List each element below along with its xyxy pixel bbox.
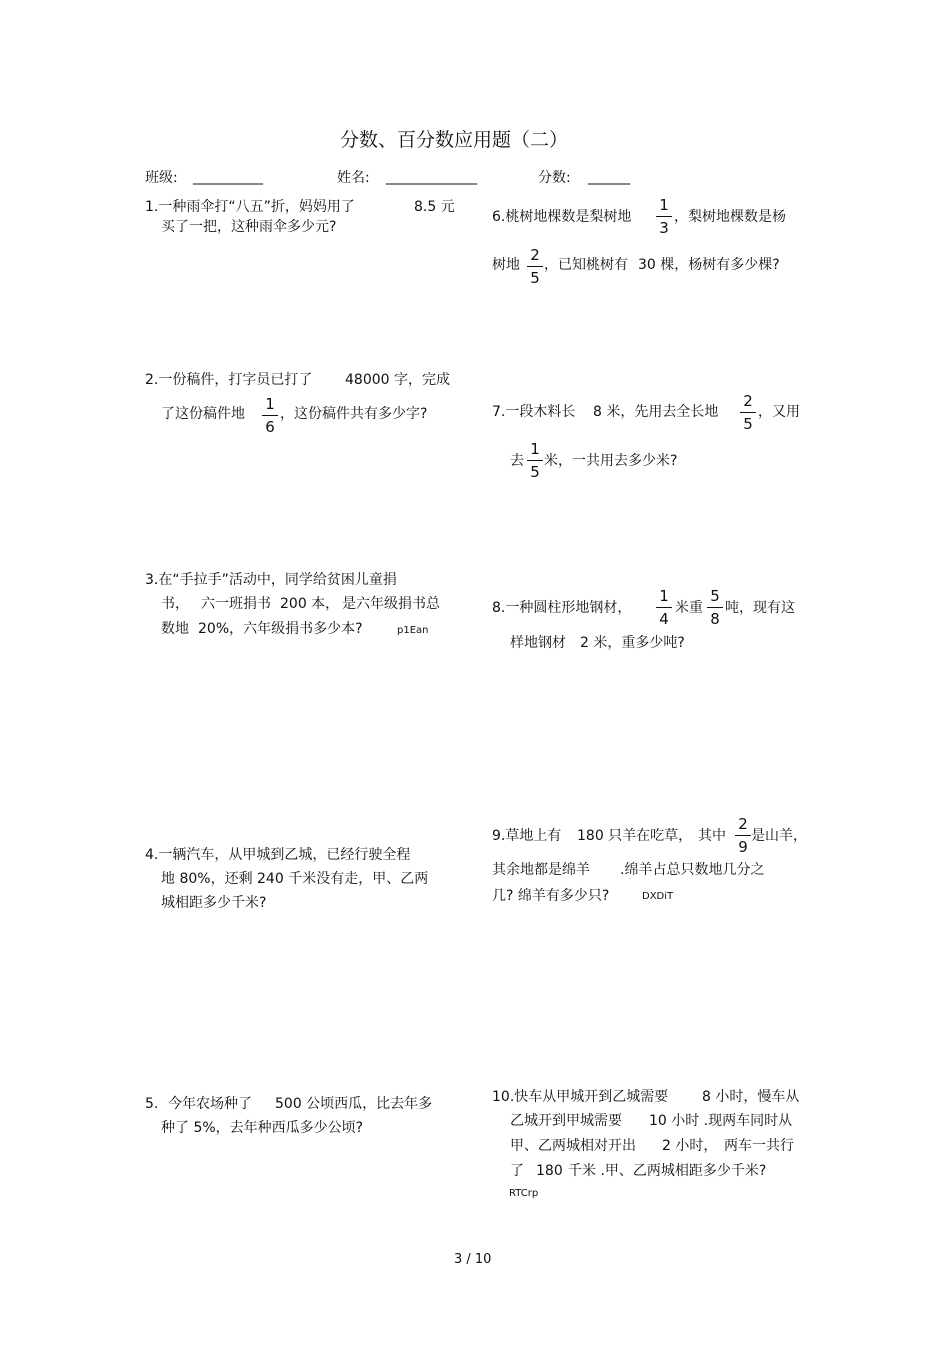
q5-line1b: 今年农场种了 [168,1096,252,1112]
q3-line2c: 200 本， [280,596,340,612]
q10-line4b: 180 [536,1163,563,1179]
q7-line1b: 8 米，先用去全长地 [593,404,719,420]
q10-line2a: 乙城开到甲城需要 [510,1113,622,1129]
q6-fraction-1 [656,198,672,236]
q6-fraction-2-num: 2 [530,246,540,264]
q10-line5: RTCrp [509,1188,539,1199]
q10-line1b: 8 小时，慢车从 [702,1089,800,1105]
q3-line1: 3.在“手拉手”活动中，同学给贫困儿童捐 [145,572,397,588]
q4-line2: 地 80%，还剩 240 千米没有走，甲、乙两 [161,871,429,887]
q8-fraction-1 [656,589,672,627]
q9-line2a: 其余地都是绵羊 [492,862,590,878]
q7-fraction-1-num: 2 [743,392,753,410]
q6-line1b: ，梨树地棵数是杨 [674,209,786,225]
q1-line1a: 1.一种雨伞打“八五”折，妈妈用了 [145,199,355,215]
name-label: 姓名: [337,170,370,186]
q9-line1d: 是山羊， [751,828,807,844]
q8-line1a: 8.一种圆柱形地钢材， [492,600,632,616]
q5-line1a: 5. [145,1096,159,1112]
class-label: 班级: [145,170,178,186]
q8-fraction-1-num: 1 [659,587,669,605]
q10-line3a: 甲、乙两城相对开出 [510,1138,636,1154]
q9-line1c: 其中 [698,828,726,844]
q1-line2: 买了一把，这种雨伞多少元? [161,219,337,235]
q10-line4a: 了 [510,1163,524,1179]
q9-line3b: DXDiT [642,891,674,902]
q2-line1b: 48000 字，完成 [345,372,450,388]
q2-line2a: 了这份稿件地 [161,406,245,422]
q6-line2b: ，已知桃树有 [544,257,628,273]
q6-line2a: 树地 [492,257,520,273]
q3-line2b: 六一班捐书 [201,596,271,612]
q8-line1c: 吨，现有这 [725,600,795,616]
q8-fraction-1-den: 4 [659,610,669,628]
q9-fraction-1-num: 2 [738,815,748,833]
q6-fraction-2 [527,248,543,286]
q9-fraction-1 [735,817,751,855]
q4-line1: 4.一辆汽车，从甲城到乙城，已经行驶全程 [145,847,411,863]
q4-line3: 城相距多少千米? [161,895,267,911]
q7-line1a: 7.一段木料长 [492,404,576,420]
q6-fraction-2-den: 5 [530,269,540,287]
q5-line1c: 500 公顷西瓜，比去年多 [275,1096,433,1112]
q6-fraction-1-num: 1 [659,196,669,214]
q10-line3c: 两车一共行 [724,1138,794,1154]
q7-fraction-2 [527,442,543,480]
q9-line1b: 180 只羊在吃草， [577,828,693,844]
q8-line2b: 2 米，重多少吨? [580,635,685,651]
q2-fraction-1-den: 6 [265,418,275,436]
score-label: 分数: [538,170,571,186]
q9-line3a: 几? 绵羊有多少只? [492,888,610,904]
score-blank: ______ [588,169,630,185]
q8-fraction-2 [707,589,723,627]
q2-line2b: ，这份稿件共有多少字? [280,406,428,422]
q10-line1a: 10.快车从甲城开到乙城需要 [492,1089,669,1105]
q7-fraction-2-den: 5 [530,463,540,481]
q7-line2a: 去 [510,453,524,469]
q7-fraction-1-den: 5 [743,415,753,433]
q10-line4c: 千米 .甲、乙两城相距多少千米? [568,1163,767,1179]
q7-line1c: ，又用 [758,404,800,420]
q7-line2b: 米，一共用去多少米? [544,453,678,469]
q3-line3a: 数地 [161,621,189,637]
q10-line2b: 10 小时 .现两车同时从 [649,1113,793,1129]
q7-fraction-2-num: 1 [530,440,540,458]
q9-fraction-1-den: 9 [738,838,748,856]
q2-line1a: 2.一份稿件，打字员已打了 [145,372,313,388]
page-number: 3 / 10 [454,1252,492,1267]
q2-fraction-1-num: 1 [265,395,275,413]
q9-line2b: .绵羊占总只数地几分之 [620,862,765,878]
q3-line3c: p1Ean [397,625,429,636]
q3-line2a: 书， [161,596,189,612]
q5-line2: 种了 5%，去年种西瓜多少公顷? [161,1120,364,1136]
q3-line2d: 是六年级捐书总 [342,596,440,612]
q8-fraction-2-num: 5 [710,587,720,605]
q7-fraction-1 [740,394,756,432]
q6-line2c: 30 棵，杨树有多少棵? [638,257,780,273]
name-blank: _____________ [386,169,477,185]
page-title: 分数、百分数应用题（二） [340,129,569,151]
q8-line2a: 样地钢材 [510,635,566,651]
q6-fraction-1-den: 3 [659,219,669,237]
q2-fraction-1 [262,397,278,435]
q3-line3b: 20%，六年级捐书多少本? [198,621,363,637]
q10-line3b: 2 小时， [662,1138,718,1154]
q8-fraction-2-den: 8 [710,610,720,628]
q6-line1a: 6.桃树地棵数是梨树地 [492,209,632,225]
class-blank: __________ [193,169,263,185]
q1-line1b: 8.5 元 [414,199,455,215]
q9-line1a: 9.草地上有 [492,828,562,844]
q8-line1b: 米重 [675,600,703,616]
